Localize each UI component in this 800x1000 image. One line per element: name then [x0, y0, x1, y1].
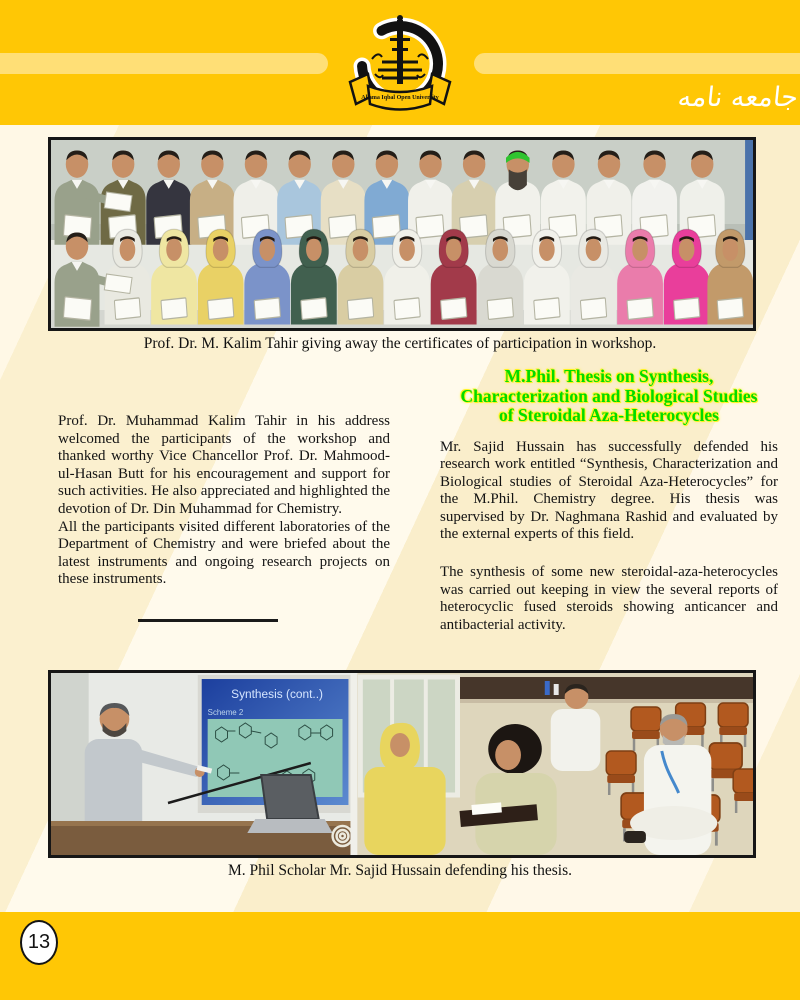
slide-scheme-label: Scheme 2	[207, 707, 244, 718]
header-stripe-right	[474, 53, 800, 74]
slide-title: Synthesis (cont..)	[231, 686, 323, 702]
left-column	[58, 413, 390, 622]
logo-banner-text: Allama Iqbal Open University	[361, 95, 439, 101]
university-logo	[342, 12, 458, 118]
university-crest-icon	[342, 12, 458, 118]
article-heading-line2: Characterization and Biological Studies	[460, 385, 758, 406]
right-paragraph-2: The synthesis of some new steroidal-aza-heterocycles was carried out keeping in view the several reports of heterocyclic fused steroids showing anticancer and antibacterial activity.	[440, 564, 778, 633]
left-paragraph-1: Prof. Dr. Muhammad Kalim Tahir in his address welcomed the participants of the workshop and thanked worthy Vice Chancellor Prof. Dr. Mahmood-ul-Hasan Butt for his encouragement and support for such activities. He also appreciated and highlighted the devotion of Dr. Din Muhammad for Chemistry.	[58, 413, 390, 517]
thesis-defense-illustration	[51, 673, 753, 855]
footer-band	[0, 912, 800, 1000]
article-heading-line1: M.Phil. Thesis on Synthesis,	[504, 366, 714, 386]
photo2-caption: M. Phil Scholar Mr. Sajid Hussain defending his thesis.	[227, 862, 572, 879]
left-paragraph-2: All the participants visited different laboratories of the Department of Chemistry and were briefed about the latest instruments and ongoing research projects on these instruments.	[58, 518, 390, 588]
article-heading	[440, 367, 778, 426]
right-column	[440, 367, 778, 634]
section-divider	[138, 619, 278, 622]
urdu-masthead-title: جامعه نامه	[676, 82, 800, 113]
header-stripe-left	[0, 53, 328, 74]
article-heading-line3: of Steroidal Aza-Heterocycles	[499, 405, 719, 425]
right-paragraph-1: Mr. Sajid Hussain has successfully defended his research work entitled “Synthesis, Characterization and Biological studies of Steroidal Aza-Heterocycles” for the M.Phil. Chemistry degree. His thesis was supervised by Dr. Naghmana Rashid and evaluated by the external experts of this field.	[440, 438, 778, 543]
header-band	[0, 0, 800, 125]
thesis-defense-photo	[48, 670, 756, 858]
group-photo	[48, 137, 756, 331]
group-photo-illustration	[51, 140, 753, 328]
page-number-badge: 13	[20, 920, 58, 965]
photo1-caption: Prof. Dr. M. Kalim Tahir giving away the certificates of participation in workshop.	[143, 335, 657, 352]
